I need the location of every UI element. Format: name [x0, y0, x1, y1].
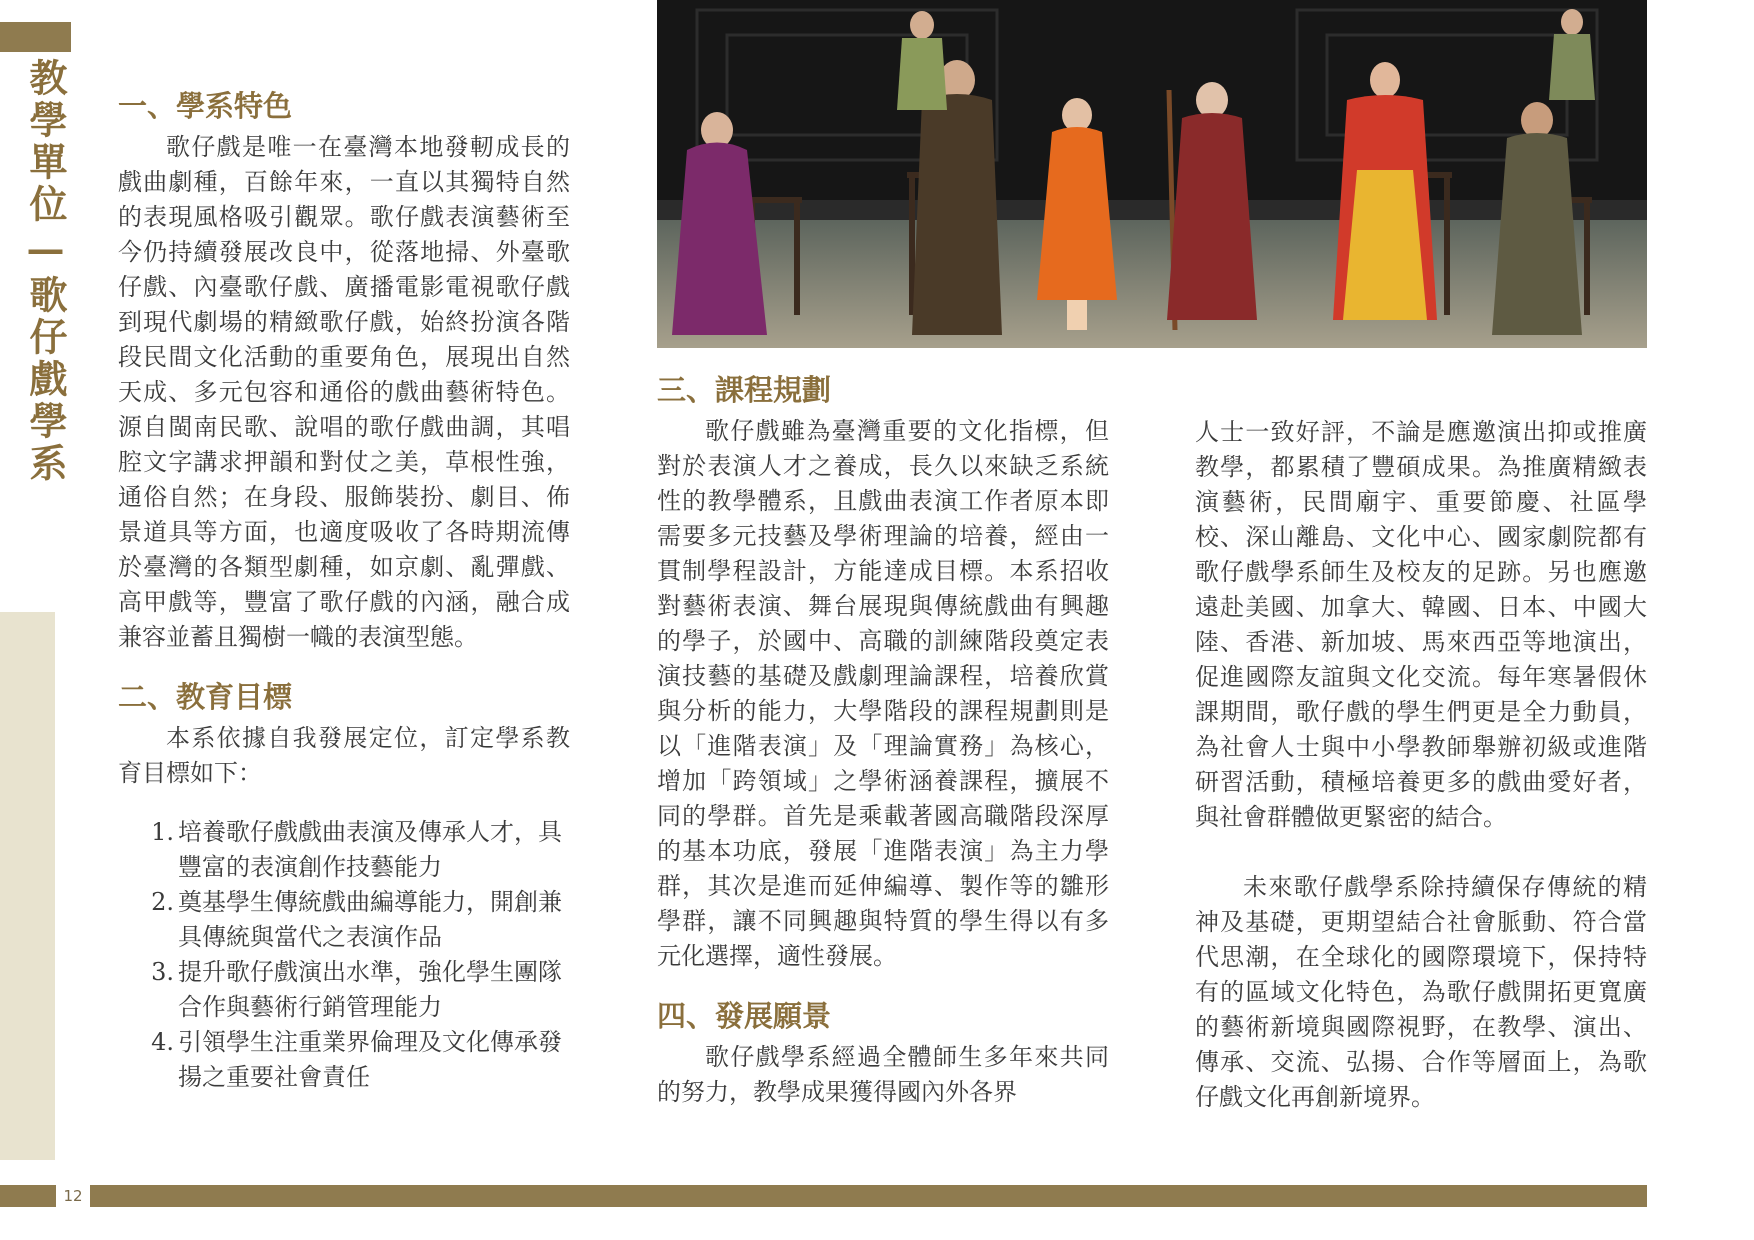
goal-number: 1.: [151, 818, 174, 846]
goal-text: 培養歌仔戲戲曲表演及傳承人才，具豐富的表演創作技藝能力: [178, 818, 562, 881]
goal-list: [118, 815, 570, 1095]
goal-text: 引領學生注重業界倫理及文化傳承發揚之重要社會責任: [178, 1028, 562, 1091]
goal-text: 奠基學生傳統戲曲編導能力，開創兼具傳統與當代之表演作品: [178, 888, 562, 951]
section-body-vision-part1: 歌仔戲學系經過全體師生多年來共同的努力，教學成果獲得國內外各界: [657, 1043, 1109, 1106]
goal-number: 2.: [151, 888, 174, 916]
goal-text: 提升歌仔戲演出水準，強化學生團隊合作與藝術行銷管理能力: [178, 958, 562, 1021]
column-right: [1195, 415, 1647, 1115]
footer-bar-left: [0, 1185, 56, 1207]
section-body-features: 歌仔戲是唯一在臺灣本地發軔成長的戲曲劇種，百餘年來，一直以其獨特自然的表現風格吸引觀眾。歌仔戲表演藝術至今仍持續發展改良中，從落地掃、外臺歌仔戲、內臺歌仔戲、廣播電影電視歌仔戲到現代劇場的精緻歌仔戲，始終扮演各階段民間文化活動的重要角色，展現出自然天成、多元包容和通俗的戲曲藝術特色。源自閩南民歌、說唱的歌仔戲曲調，其唱腔文字講求押韻和對仗之美，草根性強，通俗自然；在身段、服飾裝扮、劇目、佈景道具等方面，也適度吸收了各時期流傳於臺灣的各類型劇種，如京劇、亂彈戲、高甲戲等，豐富了歌仔戲的內涵，融合成兼容並蓄且獨樹一幟的表演型態。: [118, 133, 570, 651]
goal-item: [118, 815, 570, 885]
footer-bar-right: [90, 1185, 1647, 1207]
section-heading-vision: 四、發展願景: [657, 999, 832, 1033]
goal-item: [118, 1025, 570, 1095]
section-heading-curriculum: 三、課程規劃: [657, 373, 832, 407]
goal-item: [118, 955, 570, 1025]
sidebar-top-bar: [0, 22, 71, 52]
performance-photo: [657, 0, 1647, 348]
section-heading-features: 一、學系特色: [118, 89, 293, 123]
vertical-unit-title: 教學單位—歌仔戲學系: [23, 58, 68, 485]
goal-number: 3.: [151, 958, 174, 986]
section-body-curriculum: 歌仔戲雖為臺灣重要的文化指標，但對於表演人才之養成，長久以來缺乏系統性的教學體系，且戲曲表演工作者原本即需要多元技藝及學術理論的培養，經由一貫制學程設計，方能達成目標。本系招收對藝術表演、舞台展現與傳統戲曲有興趣的學子，於國中、高職的訓練階段奠定表演技藝的基礎及戲劇理論課程，培養欣賞與分析的能力，大學階段的課程規劃則是以「進階表演」及「理論實務」為核心，增加「跨領域」之學術涵養課程，擴展不同的學群。首先是乘載著國高職階段深厚的基本功底，發展「進階表演」為主力學群，其次是進而延伸編導、製作等的雛形學群，讓不同興趣與特質的學生得以有多元化選擇，適性發展。: [657, 417, 1109, 970]
column-left: [118, 86, 570, 1095]
section-body-vision-part3: 未來歌仔戲學系除持續保存傳統的精神及基礎，更期望結合社會脈動、符合當代思潮，在全球化的國際環境下，保持特有的區域文化特色，為歌仔戲開拓更寬廣的藝術新境與國際視野，在教學、演出、傳承、交流、弘揚、合作等層面上，為歌仔戲文化再創新境界。: [1195, 873, 1647, 1111]
goal-number: 4.: [151, 1028, 174, 1056]
section-body-vision-part2: 人士一致好評，不論是應邀演出抑或推廣教學，都累積了豐碩成果。為推廣精緻表演藝術，民間廟宇、重要節慶、社區學校、深山離島、文化中心、國家劇院都有歌仔戲學系師生及校友的足跡。另也應邀遠赴美國、加拿大、韓國、日本、中國大陸、香港、新加坡、馬來西亞等地演出，促進國際友誼與文化交流。每年寒暑假休課期間，歌仔戲的學生們更是全力動員，為社會人士與中小學教師舉辦初級或進階研習活動，積極培養更多的戲曲愛好者，與社會群體做更緊密的結合。: [1195, 418, 1647, 831]
page-number: 12: [63, 1187, 83, 1205]
column-middle: [657, 370, 1109, 1110]
goal-item: [118, 885, 570, 955]
sidebar-band: [0, 612, 55, 1160]
section-heading-goals: 二、教育目標: [118, 680, 293, 714]
section-intro-goals: 本系依據自我發展定位，訂定學系教育目標如下：: [118, 724, 570, 787]
